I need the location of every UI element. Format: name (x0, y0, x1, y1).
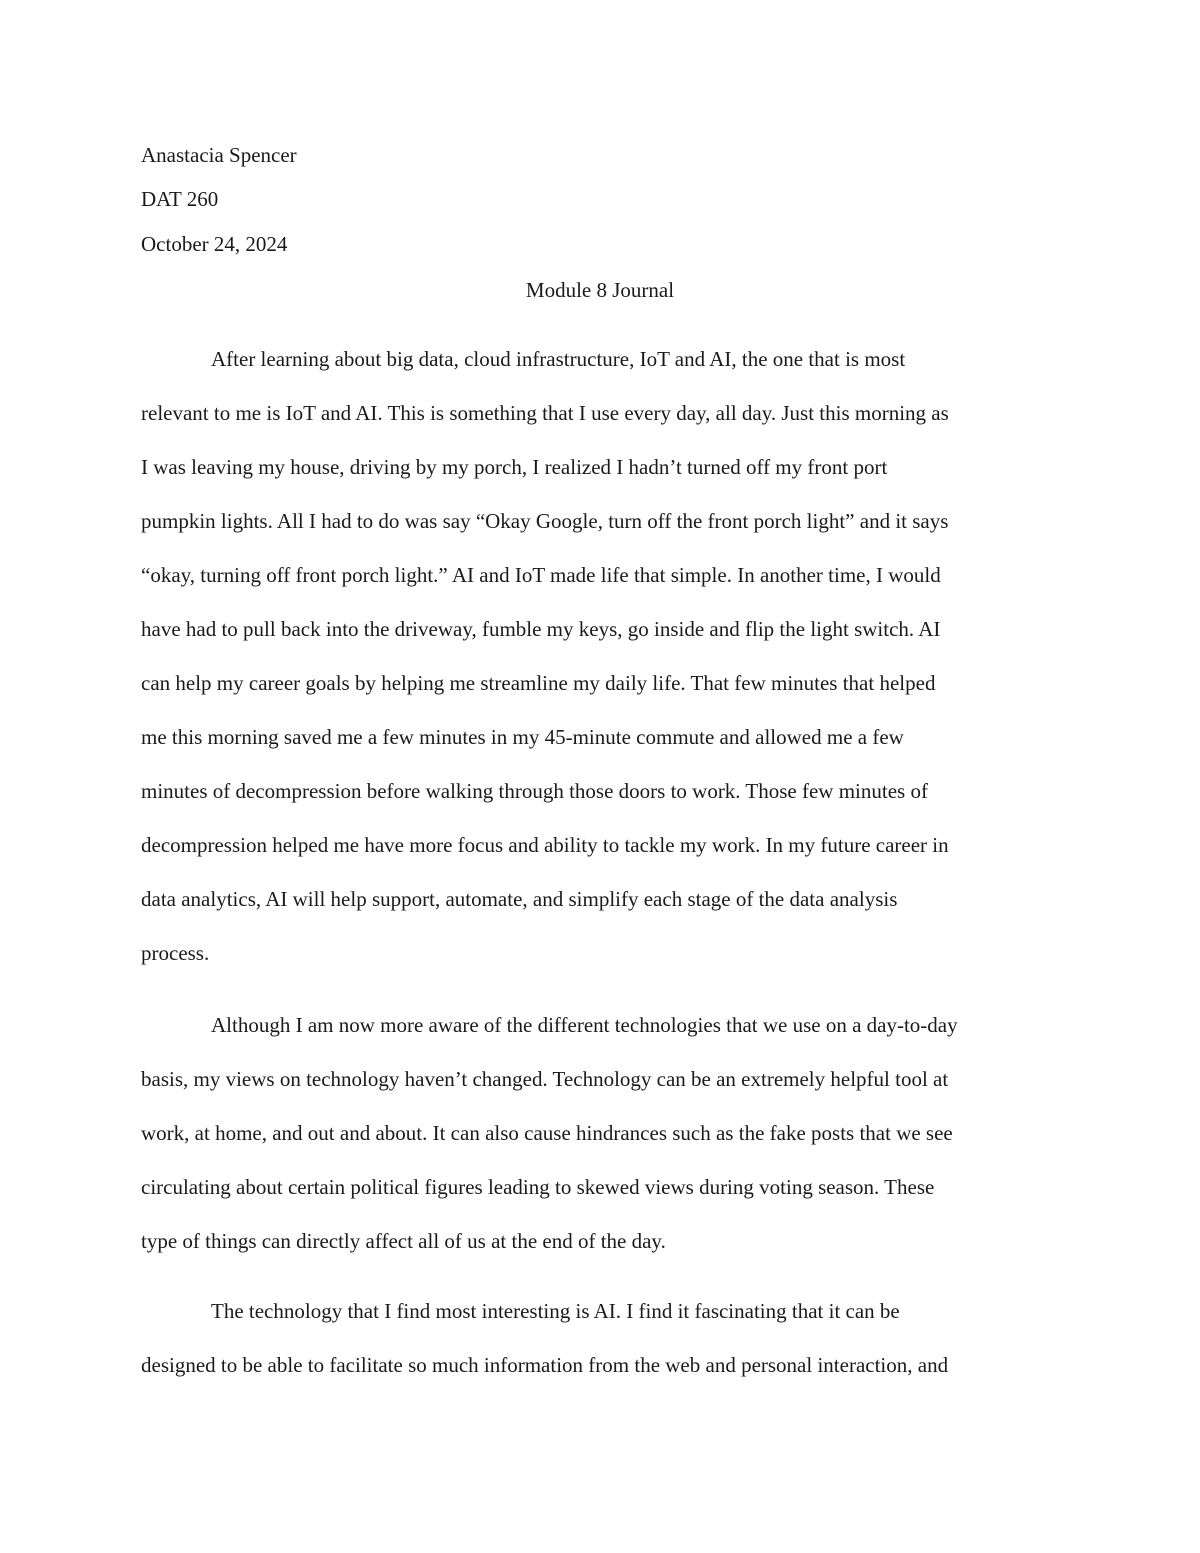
paragraph-line: can help my career goals by helping me streamline my daily life. That few minutes that helped (141, 671, 936, 695)
paragraph-line: pumpkin lights. All I had to do was say “Okay Google, turn off the front porch light” and it says (141, 509, 949, 533)
paragraph-line: minutes of decompression before walking through those doors to work. Those few minutes of (141, 779, 928, 803)
paragraph-line: After learning about big data, cloud infrastructure, IoT and AI, the one that is most (211, 347, 906, 371)
paragraph-line: Although I am now more aware of the different technologies that we use on a day-to-day (211, 1013, 958, 1037)
paragraph-line: relevant to me is IoT and AI. This is something that I use every day, all day. Just this morning as (141, 401, 949, 425)
paragraph-line: “okay, turning off front porch light.” AI and IoT made life that simple. In another time, I would (141, 563, 941, 587)
paragraph-line: data analytics, AI will help support, automate, and simplify each stage of the data analysis (141, 887, 898, 911)
paragraph-line: decompression helped me have more focus and ability to tackle my work. In my future career in (141, 833, 949, 857)
paragraph-line: have had to pull back into the driveway, fumble my keys, go inside and flip the light switch. AI (141, 617, 941, 641)
document-title: Module 8 Journal (525, 278, 675, 302)
paragraph-line: I was leaving my house, driving by my porch, I realized I hadn’t turned off my front port (141, 455, 888, 479)
paragraph-line: me this morning saved me a few minutes in my 45-minute commute and allowed me a few (141, 725, 904, 749)
paragraph-line: work, at home, and out and about. It can also cause hindrances such as the fake posts that we see (141, 1121, 953, 1145)
paragraph-line: The technology that I find most interesting is AI. I find it fascinating that it can be (211, 1299, 900, 1323)
paragraph-line: basis, my views on technology haven’t changed. Technology can be an extremely helpful tool at (141, 1067, 949, 1091)
paragraph-line: designed to be able to facilitate so much information from the web and personal interaction, and (141, 1353, 949, 1377)
author-name: Anastacia Spencer (141, 143, 297, 167)
paragraph-line: process. (141, 941, 210, 965)
paragraph-line: circulating about certain political figures leading to skewed views during voting season. These (141, 1175, 935, 1199)
document-date: October 24, 2024 (141, 232, 288, 256)
paragraph-line: type of things can directly affect all of us at the end of the day. (141, 1229, 666, 1253)
course-code: DAT 260 (141, 187, 219, 211)
